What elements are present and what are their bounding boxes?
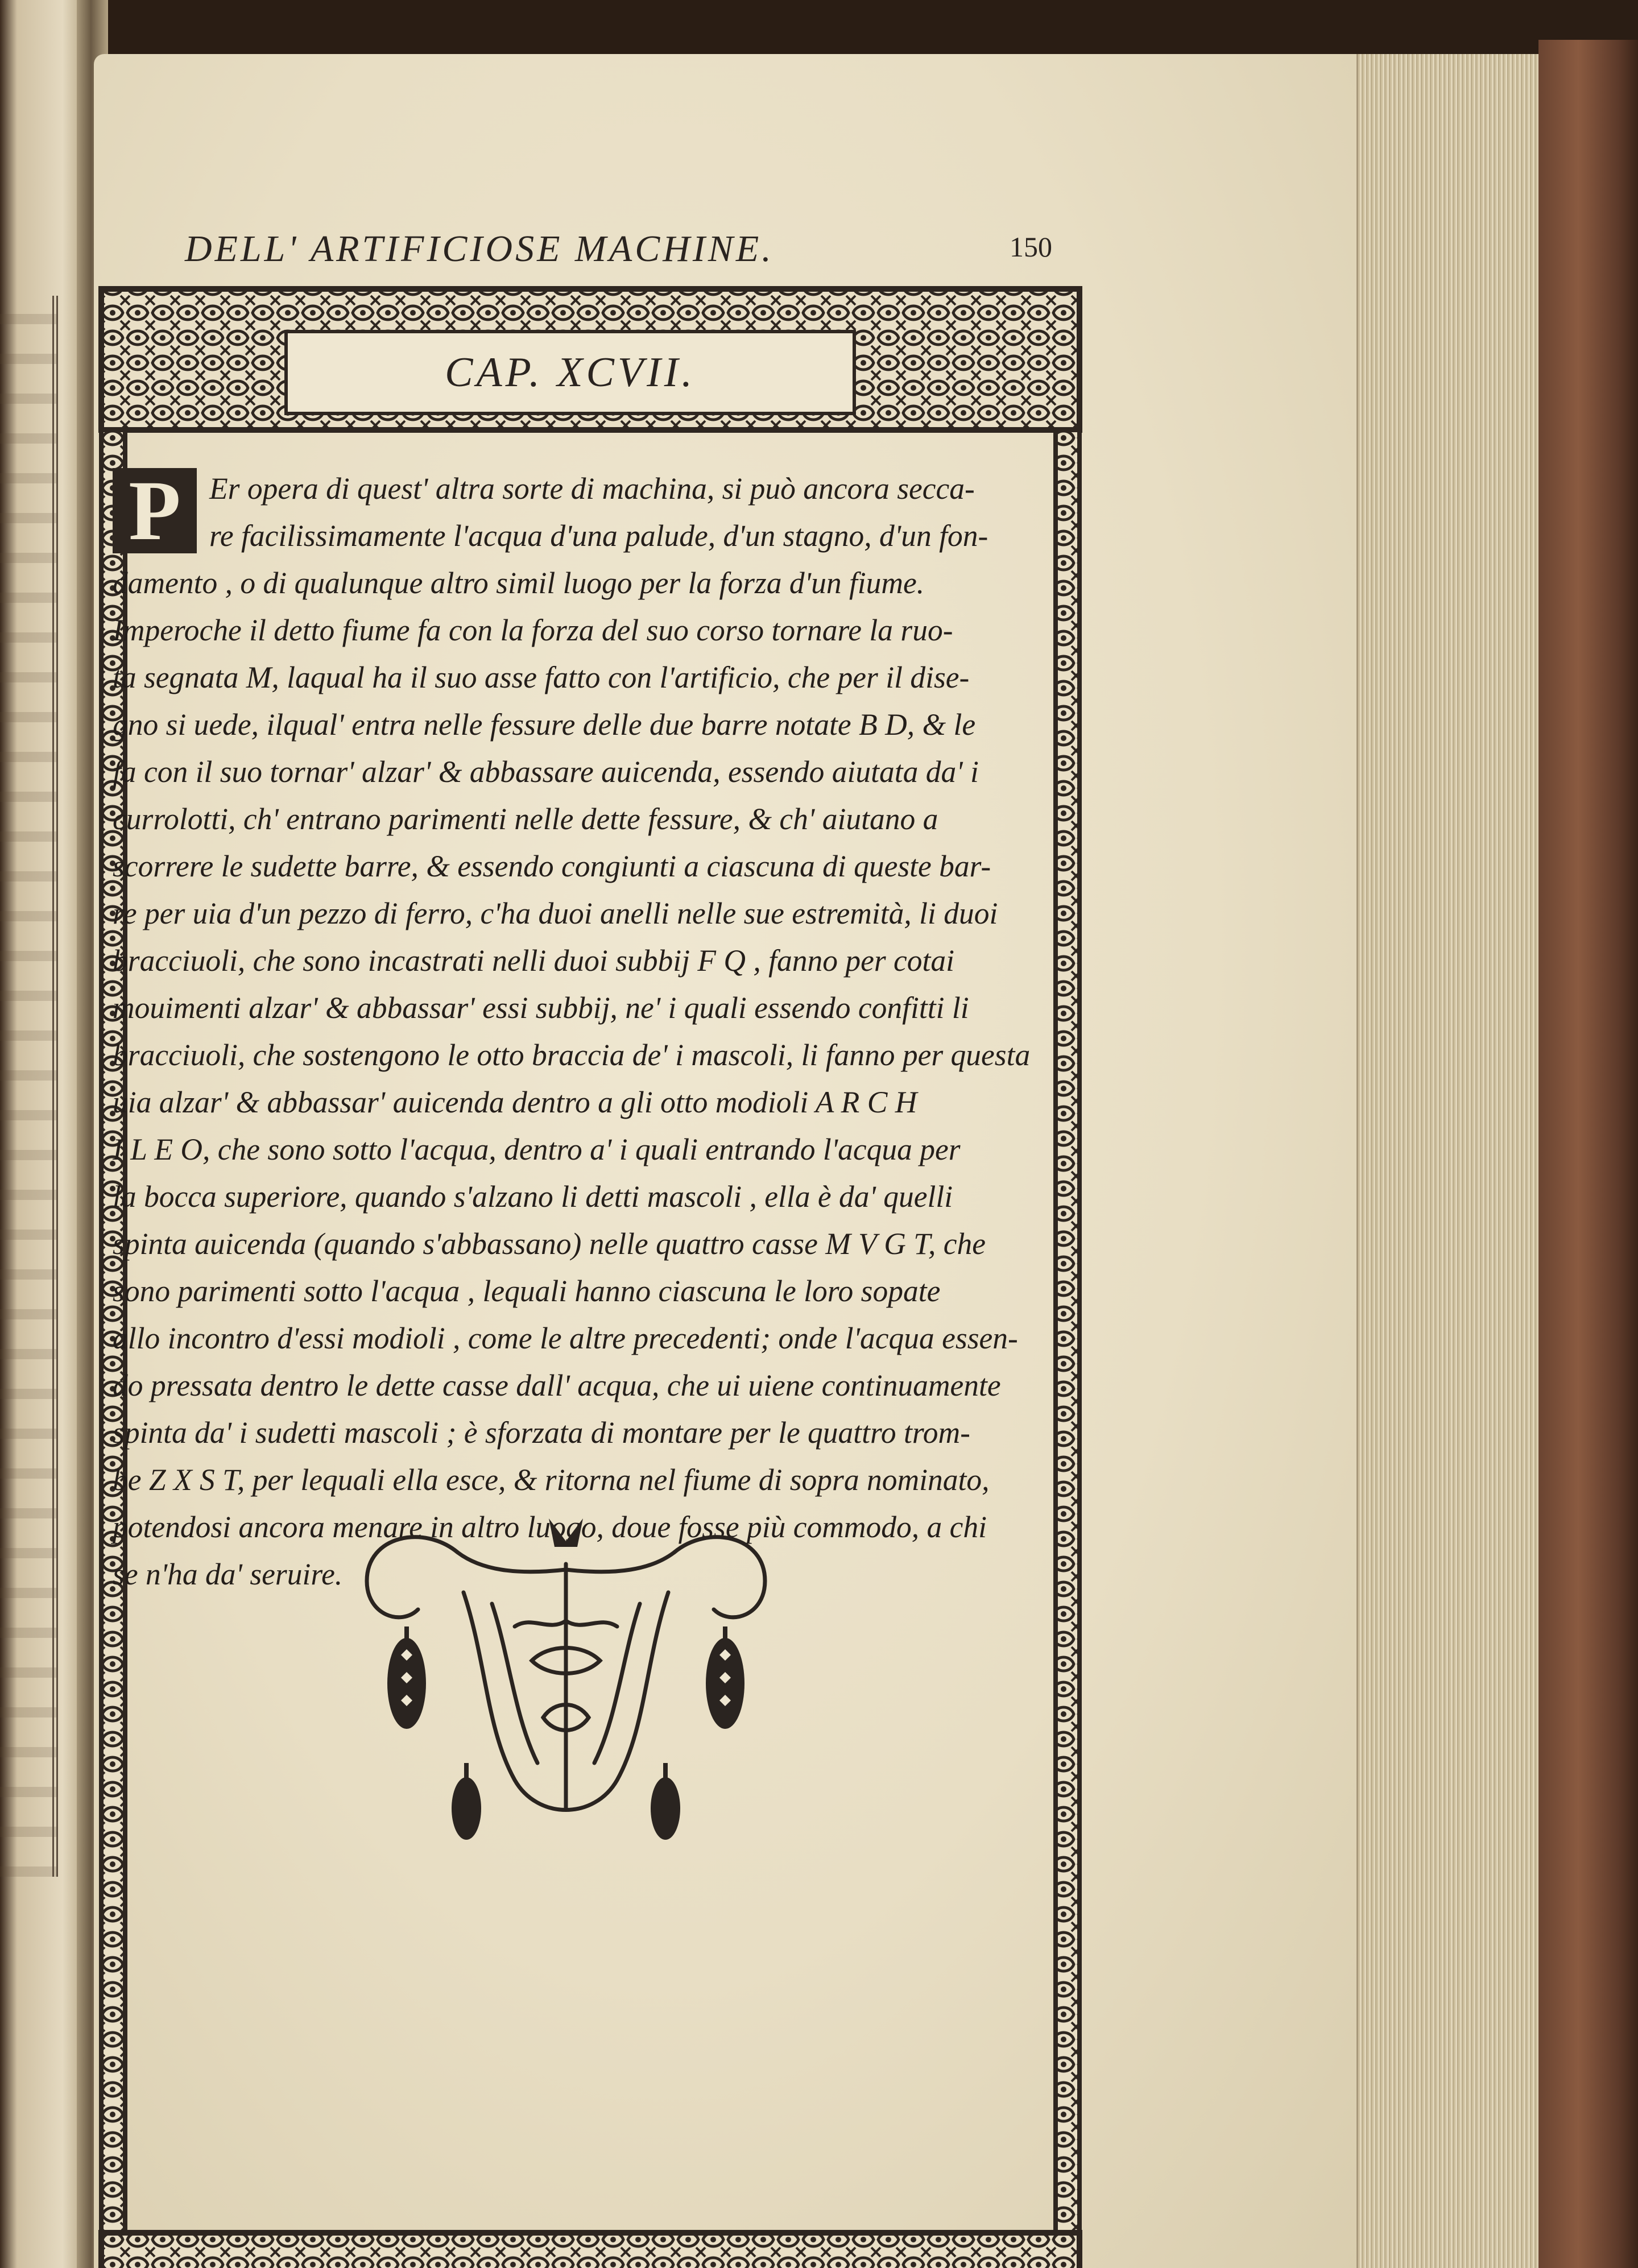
text-line: spinta da' i sudetti mascoli ; è sforzata di montare per le quattro trom- — [113, 1416, 970, 1450]
text-line: damento , o di qualunque altro simil luogo per la forza d'un fiume. — [113, 566, 925, 600]
text-line: currolotti, ch' entrano parimenti nelle dette fessure, & ch' aiutano a — [113, 802, 938, 836]
text-line: gno si uede, ilqual' entra nelle fessure delle due barre notate B D, & le — [113, 707, 976, 742]
text-line: do pressata dentro le dette casse dall' acqua, che ui uiene continuamente — [113, 1368, 1001, 1402]
text-line: scorrere le sudette barre, & essendo congiunti a ciascuna di queste bar- — [113, 849, 991, 883]
text-line: I L E O, che sono sotto l'acqua, dentro a' i quali entrando l'acqua per — [113, 1132, 961, 1166]
text-line: uia alzar' & abbassar' auicenda dentro a gli otto modioli A R C H — [113, 1085, 917, 1119]
text-line: fa con il suo tornar' alzar' & abbassare auicenda, essendo aiutata da' i — [113, 755, 979, 789]
running-head: DELL' ARTIFICIOSE MACHINE. — [185, 228, 774, 270]
text-line: la bocca superiore, quando s'alzano li detti mascoli , ella è da' quelli — [113, 1179, 953, 1214]
text-line: re facilissimamente l'acqua d'una palude, d'un stagno, d'un fon- — [209, 519, 988, 553]
text-line: mouimenti alzar' & abbassar' essi subbij, ne' i quali essendo confitti li — [113, 991, 969, 1025]
text-line: bracciuoli, che sono incastrati nelli duoi subbij F Q , fanno per cotai — [113, 943, 955, 978]
text-line: bracciuoli, che sostengono le otto braccia de' i mascoli, li fanno per questa — [113, 1038, 1031, 1072]
text-line: se n'ha da' seruire. — [113, 1557, 343, 1591]
text-line: Er opera di quest' altra sorte di machina, si può ancora secca- — [209, 471, 975, 506]
text-line: allo incontro d'essi modioli , come le altre precedenti; onde l'acqua essen- — [113, 1321, 1018, 1355]
text-line: potendosi ancora menare in altro luogo, doue fosse più commodo, a chi — [113, 1510, 987, 1544]
text-line: re per uia d'un pezzo di ferro, c'ha duoi anelli nelle sue estremità, li duoi — [113, 896, 998, 930]
decorative-vignette — [344, 1513, 788, 1860]
text-line: be Z X S T, per lequali ella esce, & ritorna nel fiume di sopra nominato, — [113, 1463, 990, 1497]
text-line: sono parimenti sotto l'acqua , lequali hanno ciascuna le loro sopate — [113, 1274, 941, 1308]
chapter-heading-box — [284, 330, 856, 415]
page-number: 150 — [1010, 231, 1052, 263]
initial-letter: P — [129, 463, 181, 558]
body-text — [113, 465, 1031, 1598]
chapter-title: CAP. XCVII. — [445, 349, 696, 396]
text-line: ta segnata M, laqual ha il suo asse fatto con l'artificio, che per il dise- — [113, 660, 970, 694]
text-line: spinta auicenda (quando s'abbassano) nelle quattro casse M V G T, che — [113, 1227, 986, 1261]
text-line: Imperoche il detto fiume fa con la forza del suo corso tornare la ruo- — [113, 613, 953, 647]
